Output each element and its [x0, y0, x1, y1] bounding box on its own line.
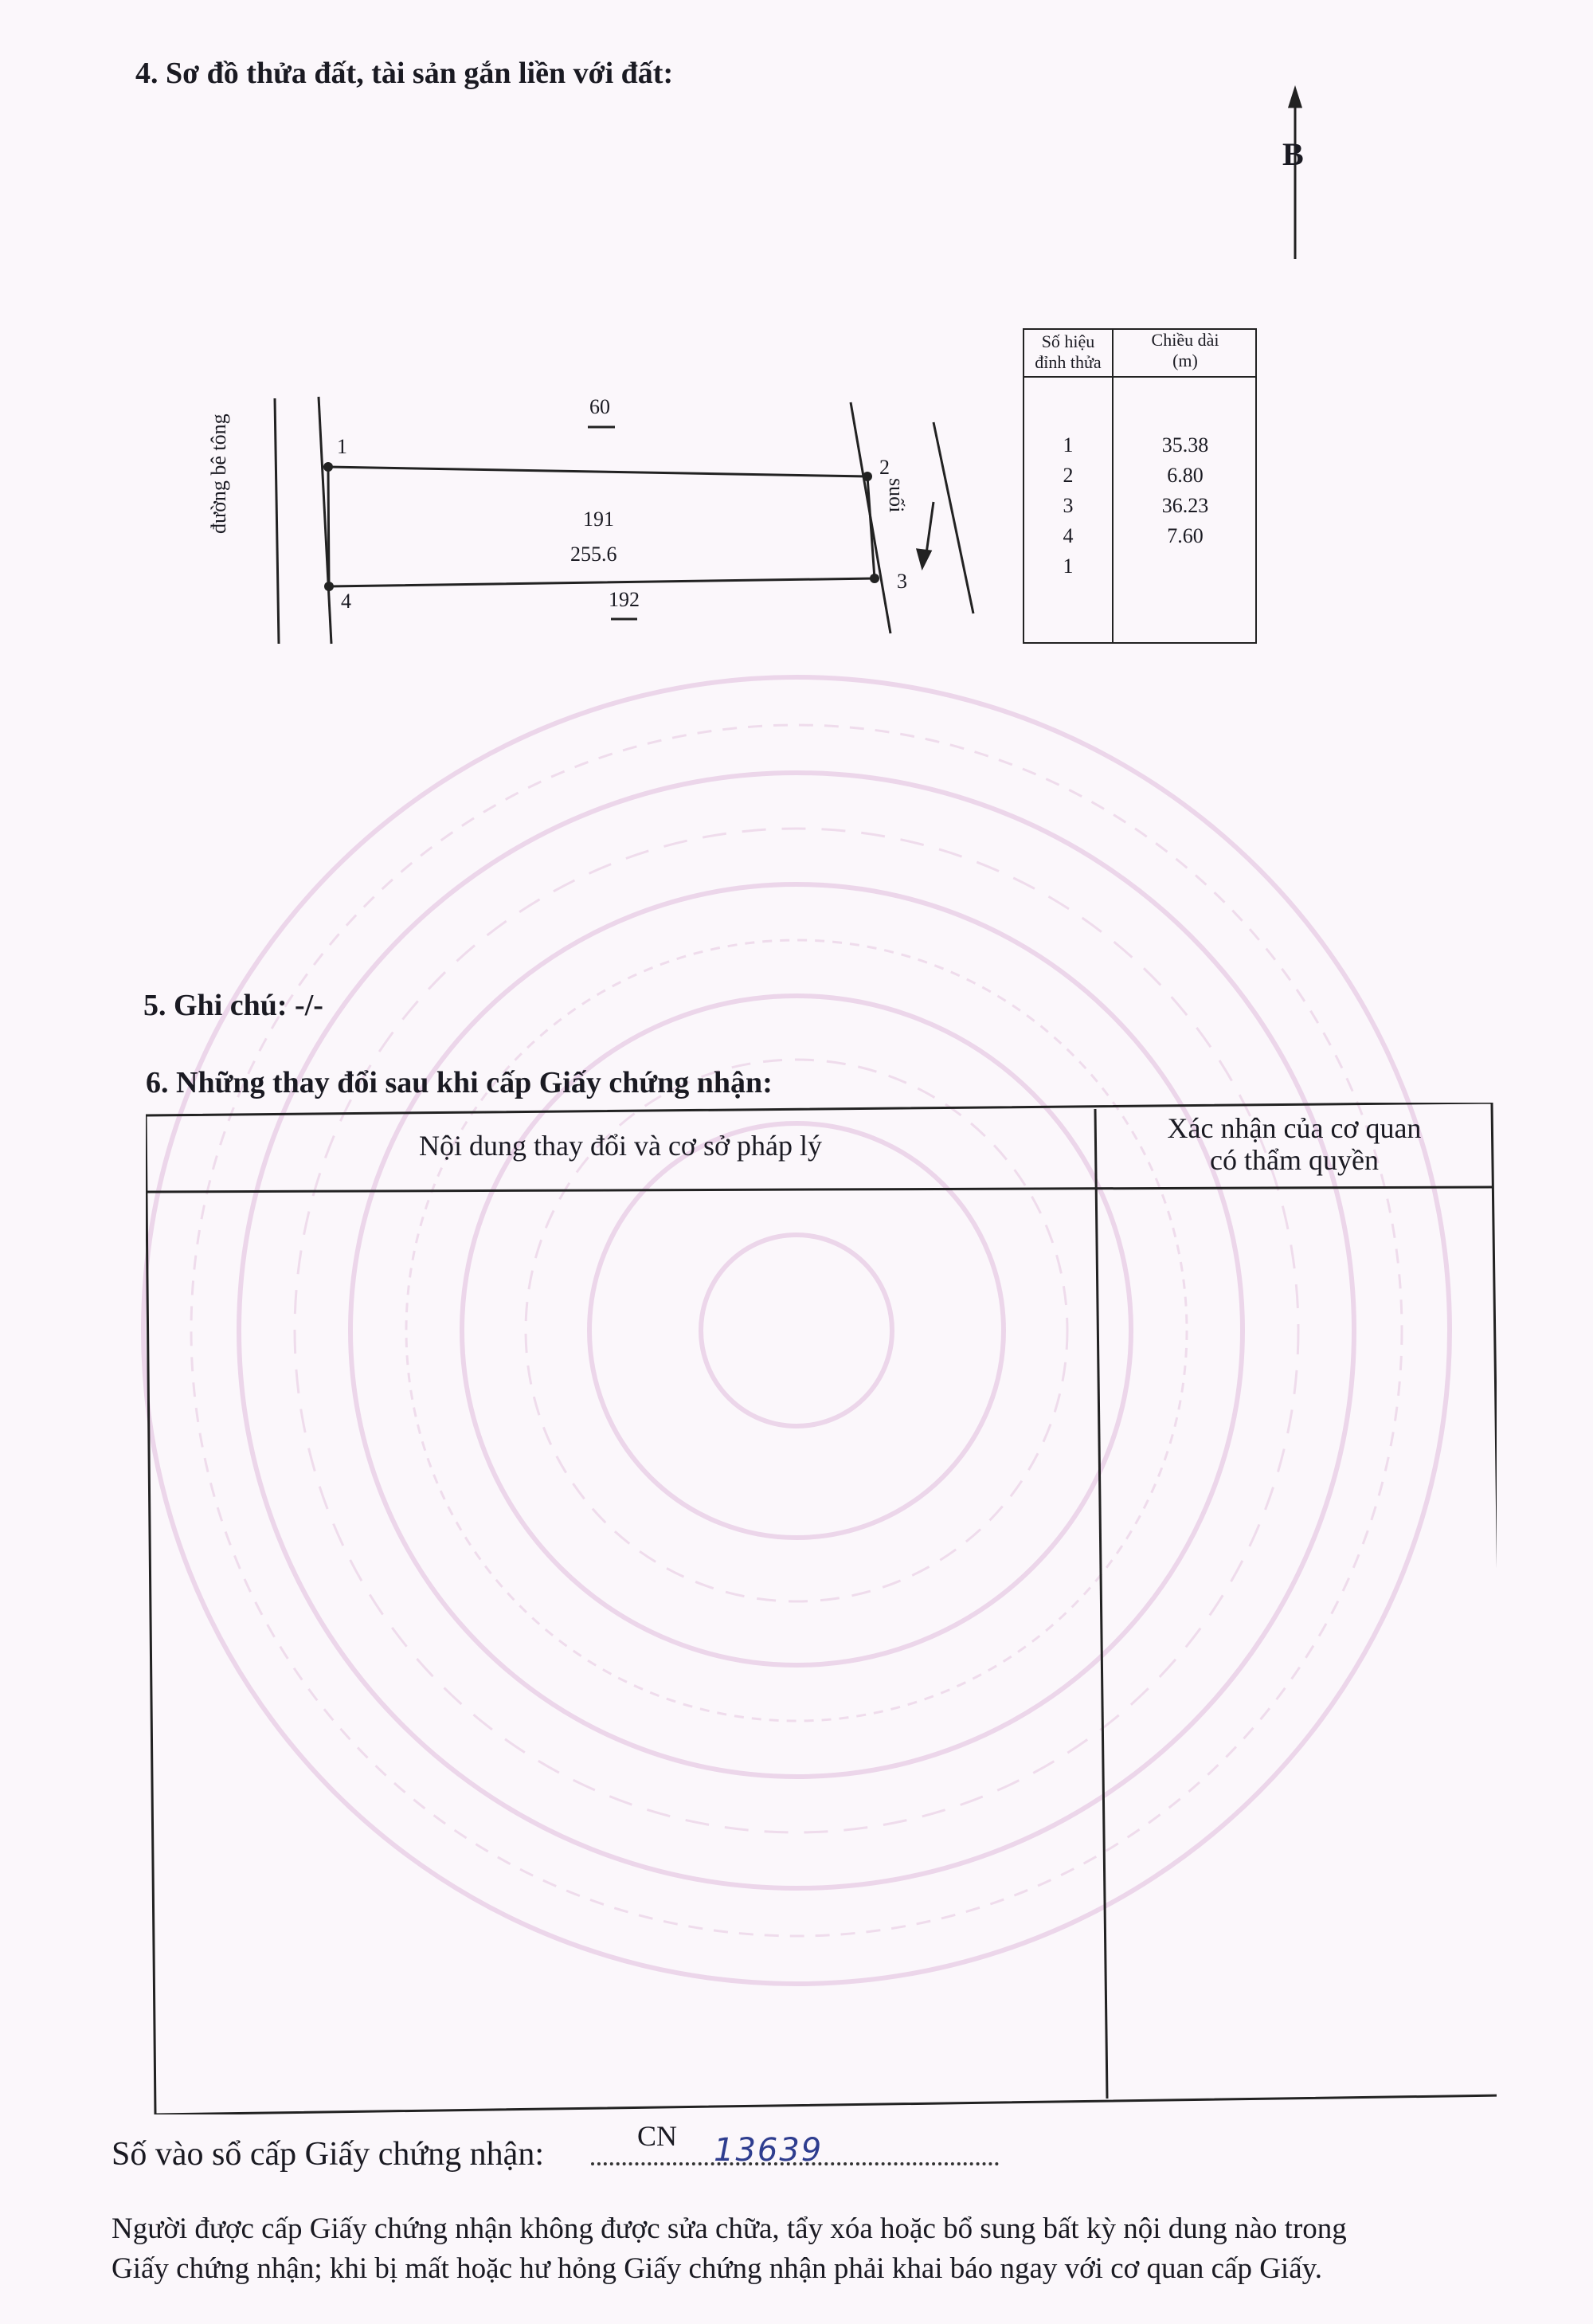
register-number-handwritten: 13639 — [714, 2132, 824, 2169]
changes-col-content-header: Nội dung thay đổi và cơ sở pháp lý — [418, 1130, 822, 1162]
vertex-4-label: 4 — [341, 590, 351, 613]
vertex-length-table — [1023, 328, 1257, 644]
confirm-header-line1: Xác nhận của cơ quan — [1167, 1112, 1422, 1144]
road-label — [207, 413, 231, 534]
table-row-length: 7.60 — [1167, 524, 1204, 547]
road-edge-left — [275, 398, 279, 644]
register-label: Số vào sổ cấp Giấy chứng nhận: — [112, 2136, 544, 2173]
table-row-vertex: 1 — [1063, 555, 1074, 578]
table-row-length: 35.38 — [1161, 433, 1209, 457]
table-row-vertex: 3 — [1063, 494, 1074, 517]
table-row-vertex: 1 — [1063, 433, 1074, 457]
north-arrow-head — [1290, 89, 1301, 107]
header-vertex-line1: Số hiệu — [1041, 331, 1095, 351]
table-row-vertex: 2 — [1063, 464, 1074, 487]
north-label: B — [1282, 136, 1304, 172]
vertex-1-label: 1 — [337, 435, 347, 458]
register-prefix: CN — [637, 2120, 678, 2152]
footer-warning-line2: Giấy chứng nhận; khi bị mất hoặc hư hỏng Giấy chứng nhận phải khai báo ngay với cơ quan cấp Giấy. — [112, 2252, 1322, 2285]
section-5-title: 5. Ghi chú: -/- — [143, 989, 323, 1022]
vertex-3-label: 3 — [897, 570, 907, 593]
changes-col-confirm-header — [1095, 1112, 1493, 1176]
vertex-2-label: 2 — [879, 456, 890, 479]
table-row-length: 36.23 — [1161, 494, 1209, 517]
vertex-2-marker — [863, 472, 872, 481]
neighbor-south-number: 192 — [609, 588, 640, 611]
vertex-3-marker — [870, 574, 879, 583]
road-label-text: đường bê tông — [207, 413, 230, 534]
stream-label — [884, 478, 908, 512]
vertex-4-marker — [324, 582, 334, 591]
header-vertex-line2: đỉnh thửa — [1035, 352, 1102, 372]
parcel-diagram — [0, 0, 1593, 717]
neighbor-north-number: 60 — [589, 395, 610, 418]
parcel-number: 191 — [583, 508, 614, 531]
table-header-vertex — [1024, 331, 1112, 373]
stream-label-text: suối — [885, 478, 908, 513]
table-row-length: 6.80 — [1167, 464, 1204, 487]
section-4-title: 4. Sơ đồ thửa đất, tài sản gắn liền với đất: — [135, 57, 674, 90]
section-6-title: 6. Những thay đổi sau khi cấp Giấy chứng nhận: — [146, 1066, 773, 1099]
vertex-1-marker — [323, 462, 333, 472]
confirm-header-line2: có thẩm quyền — [1210, 1144, 1379, 1176]
parcel-area: 255.6 — [570, 543, 617, 566]
table-header-length — [1112, 330, 1258, 371]
header-length-line1: Chiều dài — [1151, 330, 1219, 350]
stream-edge-right — [933, 422, 973, 613]
footer-warning-line1: Người được cấp Giấy chứng nhận không được sửa chữa, tẩy xóa hoặc bổ sung bất kỳ nội dung nào trong — [112, 2212, 1347, 2245]
header-length-line2: (m) — [1172, 351, 1198, 370]
changes-table — [146, 1103, 1497, 2114]
table-row-vertex: 4 — [1063, 524, 1074, 547]
